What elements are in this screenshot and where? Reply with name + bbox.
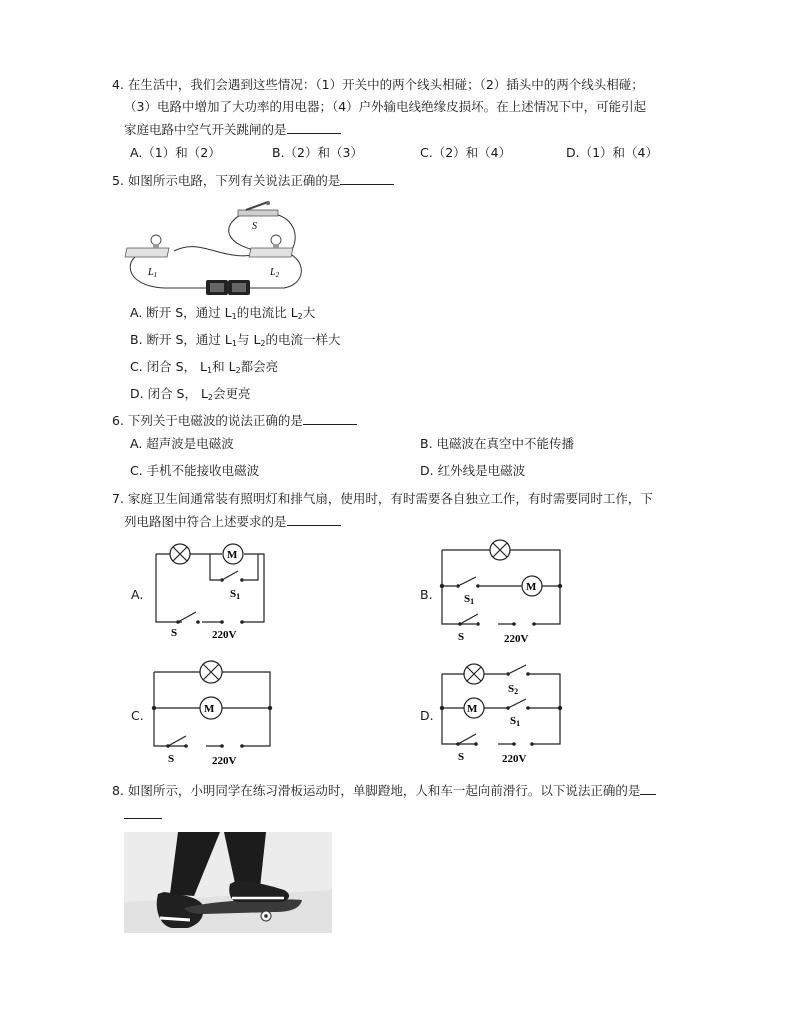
- circuit-b-s-label: S: [458, 631, 465, 643]
- q5-option-b: B. 断开 S，通过 $L_1$与 $L_2$的电流一样大: [130, 332, 341, 348]
- circuit-d-s-label: S: [458, 751, 465, 763]
- circuit-b-motor-label: M: [526, 581, 537, 593]
- skateboard-photo: [124, 832, 332, 933]
- q5-stem: [112, 170, 394, 192]
- circuit-d-motor-label: M: [467, 703, 478, 715]
- circuit-d-label: D.: [420, 708, 434, 723]
- q5-switch-label: S: [252, 221, 257, 232]
- answer-blank: [287, 119, 341, 134]
- circuit-c-diagram: [146, 656, 276, 768]
- q4-line1: 4. 在生活中，我们会遇到这些情况：（1）开关中的两个线头相碰；（2）插头中的两个线头相碰；: [112, 77, 644, 92]
- q5-option-a: A. 断开 S，通过 $L_1$的电流比 $L_2$大: [130, 305, 316, 321]
- circuit-a-voltage-label: 220V: [212, 629, 237, 641]
- q4-line3: [124, 119, 341, 141]
- circuit-a-s-label: S: [171, 627, 178, 639]
- q7-line1: 7. 家庭卫生间通常装有照明灯和排气扇，使用时，有时需要各自独立工作，有时需要同时工作，下: [112, 491, 653, 506]
- circuit-c-voltage-label: 220V: [212, 755, 237, 767]
- circuit-b-voltage-label: 220V: [504, 633, 529, 645]
- circuit-d-s1-label: S1: [510, 715, 521, 728]
- circuit-b-s1-label: S1: [464, 593, 475, 606]
- circuit-d-voltage-label: 220V: [502, 753, 527, 765]
- q4-option-c: C.（2）和（4）: [420, 145, 512, 160]
- q5-circuit-figure: [124, 196, 308, 302]
- q8-line1-text: 8. 如图所示，小明同学在练习滑板运动时，单脚蹬地，人和车一起向前滑行。以下说法正确的是: [112, 783, 641, 798]
- switch-base: [238, 210, 278, 216]
- circuit-b-diagram: [436, 534, 566, 646]
- q7-line2-text: 列电路图中符合上述要求的是: [124, 514, 287, 529]
- q5-stem-text: 5. 如图所示电路，下列有关说法正确的是: [112, 173, 341, 188]
- lamp-l1-board: [125, 248, 169, 257]
- answer-blank: [640, 780, 656, 795]
- lamp-l2-board: [249, 248, 293, 257]
- q4-option-a: A.（1）和（2）: [130, 145, 221, 160]
- q6-option-b: B. 电磁波在真空中不能传播: [420, 436, 575, 451]
- q5-option-d: D. 闭合 S， $L_2$会更亮: [130, 386, 251, 402]
- q4-option-b: B.（2）和（3）: [272, 145, 363, 160]
- q8-line1: [112, 780, 656, 802]
- q6-stem: [112, 410, 357, 432]
- circuit-c-label: C.: [131, 708, 144, 723]
- q4-line3-text: 家庭电路中空气开关跳闸的是: [124, 122, 287, 137]
- circuit-c-motor-label: M: [204, 703, 215, 715]
- circuit-d-s2-label: S2: [508, 683, 519, 696]
- circuit-a-s1-label: S1: [230, 588, 241, 601]
- circuit-d-diagram: [436, 656, 566, 768]
- q7-line2: [124, 511, 341, 533]
- circuit-b-label: B.: [420, 587, 433, 602]
- q4-line2: （3）电路中增加了大功率的用电器；（4）户外输电线绝缘皮损坏。在上述情况下中，可能引起: [124, 99, 647, 114]
- bulb-l1-icon: [151, 235, 161, 245]
- q6-stem-text: 6. 下列关于电磁波的说法正确的是: [112, 413, 303, 428]
- q8-answer-blank-continued: [124, 804, 162, 819]
- q6-option-c: C. 手机不能接收电磁波: [130, 463, 260, 478]
- answer-blank: [303, 410, 357, 425]
- q5-option-c: C. 闭合 S， $L_1$和 $L_2$都会亮: [130, 359, 279, 375]
- circuit-a-label: A.: [131, 587, 144, 602]
- q6-option-d: D. 红外线是电磁波: [420, 463, 526, 478]
- circuit-c-s-label: S: [168, 753, 175, 765]
- bulb-l2-icon: [271, 235, 281, 245]
- q5-lamp2-label: $L_2$: [270, 267, 280, 279]
- circuit-a-motor-label: M: [227, 549, 238, 561]
- circuit-a-diagram: [148, 540, 272, 642]
- q6-option-a: A. 超声波是电磁波: [130, 436, 234, 451]
- q5-lamp1-label: $L_1$: [148, 267, 158, 279]
- q4-option-d: D.（1）和（4）: [566, 145, 659, 160]
- answer-blank: [287, 511, 341, 526]
- answer-blank: [340, 170, 394, 185]
